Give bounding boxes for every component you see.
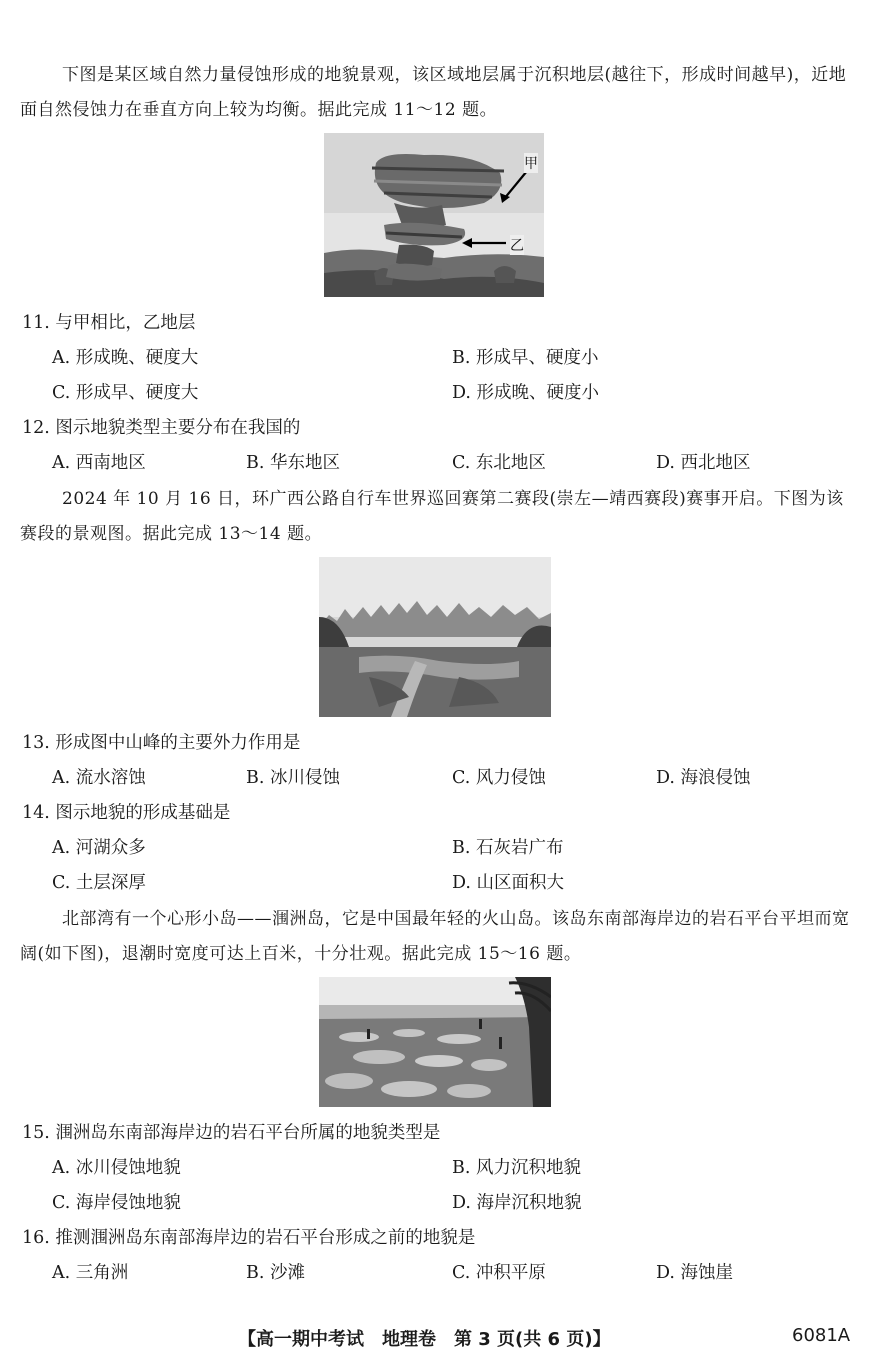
q12-option-c: C. 东北地区 [452, 453, 546, 473]
q11-option-d: D. 形成晚、硬度小 [452, 383, 600, 403]
q14-option-b: B. 石灰岩广布 [452, 838, 564, 858]
q16-option-c: C. 冲积平原 [452, 1263, 546, 1283]
label-jia: 甲 [524, 153, 538, 173]
q13-option-a: A. 流水溶蚀 [52, 768, 146, 788]
q14-option-c: C. 土层深厚 [52, 873, 146, 893]
question-16-stem: 16. 推测涠洲岛东南部海岸边的岩石平台形成之前的地貌是 [22, 1228, 476, 1248]
q13-option-c: C. 风力侵蚀 [452, 768, 546, 788]
q15-option-d: D. 海岸沉积地貌 [452, 1193, 582, 1213]
question-11-stem: 11. 与甲相比，乙地层 [22, 313, 196, 333]
q12-option-a: A. 西南地区 [52, 453, 146, 473]
coastal-platform-photo [319, 977, 551, 1107]
footer-title: 【高一期中考试 地理卷 第 3 页(共 6 页)】 [238, 1329, 611, 1350]
q14-option-d: D. 山区面积大 [452, 873, 565, 893]
question-13-stem: 13. 形成图中山峰的主要外力作用是 [22, 733, 301, 753]
q12-option-b: B. 华东地区 [246, 453, 340, 473]
q15-option-a: A. 冰川侵蚀地貌 [52, 1158, 181, 1178]
q12-option-d: D. 西北地区 [656, 453, 751, 473]
q14-option-a: A. 河湖众多 [52, 838, 146, 858]
q11-option-a: A. 形成晚、硬度大 [52, 348, 199, 368]
label-yi: 乙 [510, 235, 524, 255]
q16-option-d: D. 海蚀崖 [656, 1263, 734, 1283]
question-12-stem: 12. 图示地貌类型主要分布在我国的 [22, 418, 301, 438]
q16-option-b: B. 沙滩 [246, 1263, 305, 1283]
karst-landscape-photo [319, 557, 551, 717]
passage-11-12: 下图是某区域自然力量侵蚀形成的地貌景观，该区域地层属于沉积地层(越往下，形成时间越早)，近地面自然侵蚀力在垂直方向上较为均衡。据此完成 11～12 题。 [20, 65, 847, 120]
q11-option-c: C. 形成早、硬度大 [52, 383, 199, 403]
q15-option-b: B. 风力沉积地貌 [452, 1158, 581, 1178]
q11-option-b: B. 形成早、硬度小 [452, 348, 599, 368]
mushroom-rock-photo [324, 133, 544, 297]
q13-option-b: B. 冰川侵蚀 [246, 768, 340, 788]
question-14-stem: 14. 图示地貌的形成基础是 [22, 803, 231, 823]
q16-option-a: A. 三角洲 [52, 1263, 129, 1283]
passage-13-14: 2024 年 10 月 16 日，环广西公路自行车世界巡回赛第二赛段(崇左—靖西赛段)赛事开启。下图为该赛段的景观图。据此完成 13～14 题。 [20, 489, 844, 544]
question-15-stem: 15. 涠洲岛东南部海岸边的岩石平台所属的地貌类型是 [22, 1123, 441, 1143]
footer-code: 6081A [792, 1325, 851, 1346]
passage-15-16: 北部湾有一个心形小岛——涠洲岛，它是中国最年轻的火山岛。该岛东南部海岸边的岩石平台平坦而宽阔(如下图)，退潮时宽度可达上百米，十分壮观。据此完成 15～16 题。 [20, 909, 850, 964]
q13-option-d: D. 海浪侵蚀 [656, 768, 751, 788]
q15-option-c: C. 海岸侵蚀地貌 [52, 1193, 181, 1213]
